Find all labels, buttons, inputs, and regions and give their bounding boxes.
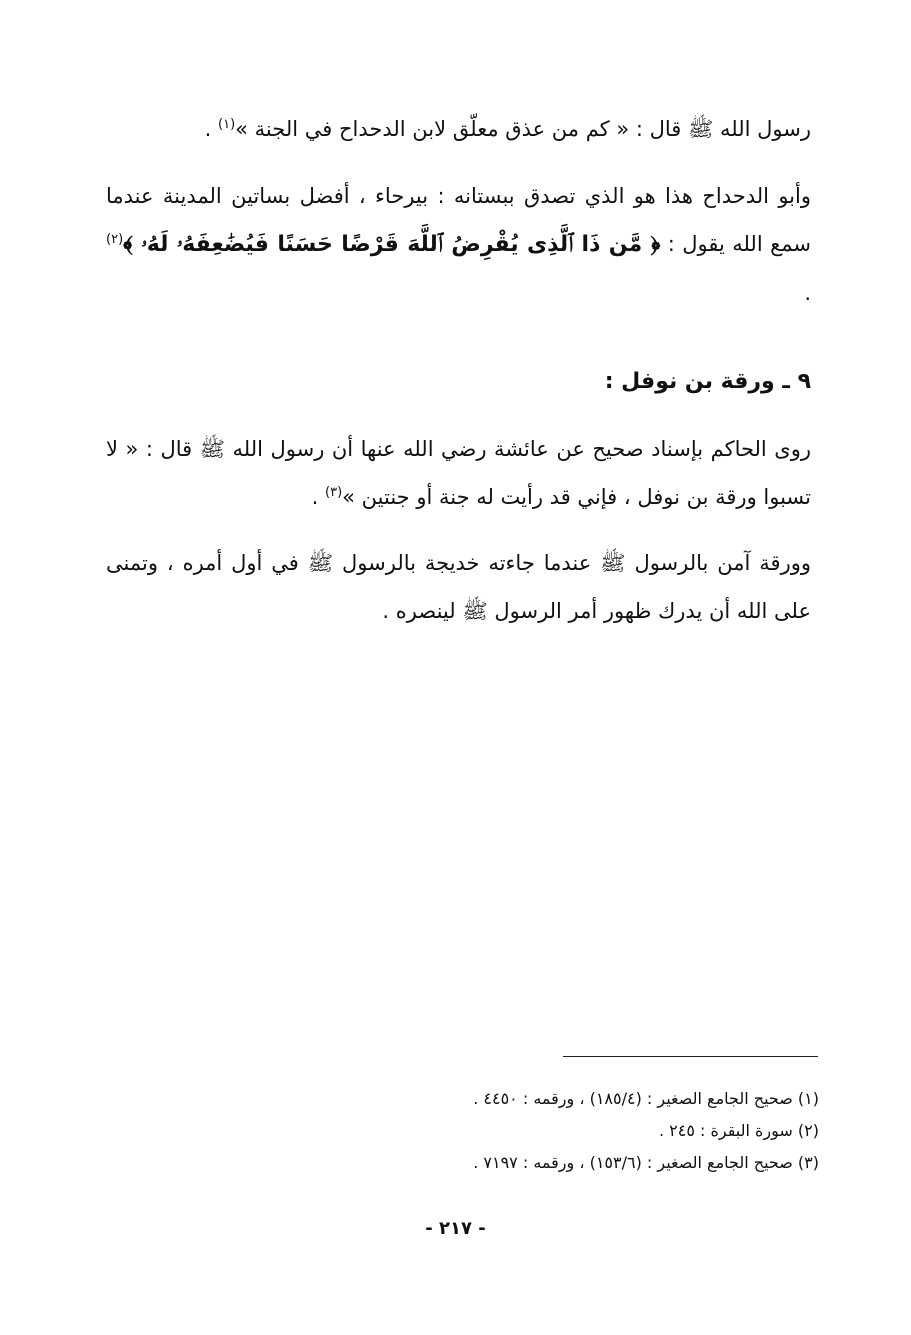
paragraph-abu-dahdah-hadith: [106, 105, 811, 153]
paragraph-text: رسول الله ﷺ قال : « كم من عذق معلّق لابن الدحداح في الجنة »: [235, 117, 811, 141]
paragraph-end: .: [204, 117, 218, 141]
paragraph-waraqa-faith: [106, 539, 811, 635]
footnote-2: (٢) سورة البقرة : ٢٤٥ .: [658, 1121, 819, 1140]
section-heading: ٩ ـ ورقة بن نوفل :: [604, 369, 811, 394]
paragraph-text: وورقة آمن بالرسول ﷺ عندما جاءته خديجة بالرسول ﷺ في أول أمره ، وتمنى على الله أن يدرك ظهور أمر الرسول ﷺ لينصره .: [106, 551, 811, 623]
footnotes-list: [369, 1083, 819, 1179]
footnote-1: (١) صحيح الجامع الصغير : (١٨٥/٤) ، ورقمه : ٤٤٥٠ .: [473, 1089, 819, 1108]
footnote-ref-2[interactable]: (٢): [106, 232, 124, 247]
paragraph-text: روى الحاكم بإسناد صحيح عن عائشة رضي الله عنها أن رسول الله ﷺ قال : « لا تسبوا ورقة بن نوفل ، فإني قد رأيت له جنة أو جنتين »: [106, 437, 811, 509]
quran-verse: ﴿ مَّن ذَا ٱلَّذِى يُقْرِضُ ٱللَّهَ قَرْضًا حَسَنًا فَيُضَٰعِفَهُۥ لَهُۥ ﴾: [123, 232, 661, 257]
footnote-ref-3[interactable]: (٣): [325, 485, 343, 500]
footnote-3: (٣) صحيح الجامع الصغير : (١٥٣/٦) ، ورقمه : ٧١٩٧ .: [473, 1153, 819, 1172]
paragraph-waraqa-hadith: [106, 425, 811, 521]
paragraph-abu-dahdah-charity: [106, 172, 811, 317]
footnote-divider: [563, 1056, 818, 1057]
paragraph-text: وأبو الدحداح هذا هو الذي تصدق ببستانه : بيرحاء ، أفضل بساتين المدينة عندما سمع الله يقول :: [106, 184, 811, 256]
footnote-ref-1[interactable]: (١): [218, 117, 236, 132]
paragraph-end: .: [804, 281, 811, 305]
page-number: - ٢١٧ -: [425, 1218, 486, 1239]
paragraph-end: .: [311, 485, 325, 509]
